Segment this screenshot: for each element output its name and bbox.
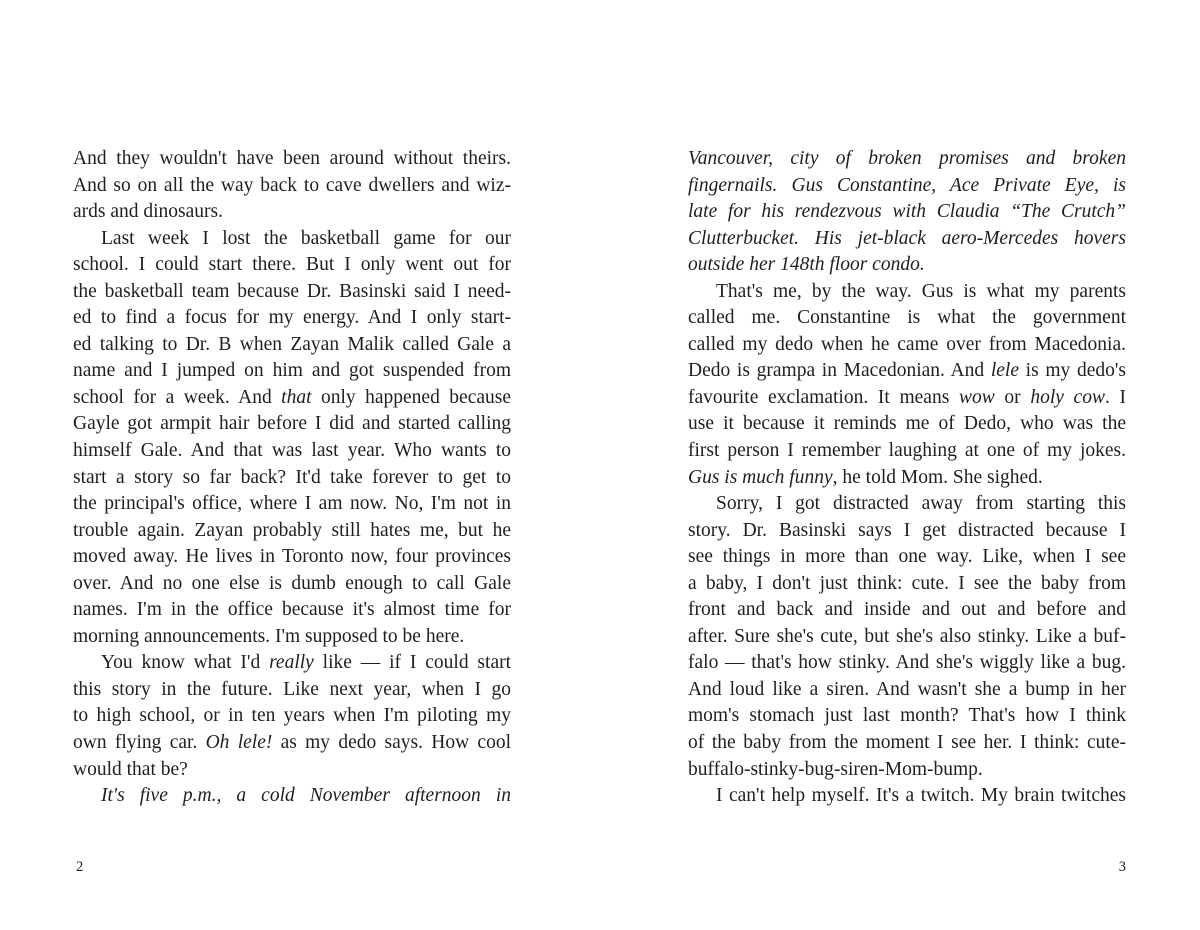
text-line: [688, 757, 1126, 784]
text-run: I can't help myself. It's a twitch. My brain twitches: [716, 785, 1126, 807]
text-run: ards and dinosaurs.: [73, 201, 224, 223]
text-line: [688, 252, 1126, 279]
italic-text-run: It's five p.m., a cold November afternoon in: [101, 785, 511, 807]
italic-text-run: holy cow: [1030, 386, 1105, 408]
right-page-number: 3: [1118, 859, 1126, 875]
text-run: falo — that's how stinky. And she's wiggly like a bug.: [688, 652, 1126, 674]
text-line: [688, 199, 1126, 226]
text-line: [73, 199, 511, 226]
text-run: Last week I lost the basketball game for our: [101, 227, 511, 249]
text-run: own flying car.: [73, 732, 206, 754]
italic-text-run: Oh lele!: [205, 732, 273, 754]
text-line: [73, 279, 511, 306]
text-run: You know what I'd: [101, 652, 270, 674]
text-run: . I: [1104, 386, 1126, 408]
text-run: And they wouldn't have been around without theirs.: [73, 148, 511, 169]
text-run: story. Dr. Basinski says I get distracted because I: [688, 519, 1126, 541]
text-run: called me. Constantine is what the government: [688, 307, 1126, 329]
text-line: [73, 677, 511, 704]
text-line: [73, 703, 511, 730]
text-line: [688, 650, 1126, 677]
italic-text-run: fingernails. Gus Constantine, Ace Private Eye, is: [688, 174, 1126, 196]
text-run: favourite exclamation. It means: [688, 386, 959, 408]
text-line: [73, 305, 511, 332]
text-run: like — if I could start: [313, 652, 511, 674]
text-run: And loud like a siren. And wasn't she a bump in her: [688, 678, 1126, 700]
text-line: [688, 571, 1126, 598]
text-run: or: [994, 386, 1031, 408]
italic-text-run: Vancouver, city of broken promises and broken: [688, 148, 1126, 169]
text-line: [73, 411, 511, 438]
italic-text-run: outside her 148th floor condo.: [688, 254, 925, 276]
text-line: [73, 173, 511, 200]
text-line: [73, 491, 511, 518]
right-page: [600, 0, 1200, 930]
text-line: [73, 624, 511, 651]
text-run: mom's stomach just last month? That's how I think: [688, 705, 1126, 727]
text-run: front and back and inside and out and before and: [688, 599, 1126, 621]
text-run: the basketball team because Dr. Basinski said I need-: [73, 280, 511, 302]
left-page-text-column: [73, 146, 511, 810]
text-line: [688, 358, 1126, 385]
text-run: after. Sure she's cute, but she's also stinky. Like a buf-: [688, 625, 1126, 647]
text-run: trouble again. Zayan probably still hates me, but he: [73, 519, 511, 541]
text-line: [73, 757, 511, 784]
left-page-number: 2: [76, 859, 84, 875]
text-run: himself Gale. And that was last year. Who wants to: [73, 440, 511, 462]
italic-text-run: Clutterbucket. His jet-black aero-Mercedes hovers: [688, 227, 1126, 249]
text-run: Gayle got armpit hair before I did and started calling: [73, 413, 511, 435]
text-run: is my dedo's: [1018, 360, 1126, 382]
text-run: Dedo is grampa in Macedonian. And: [688, 360, 991, 382]
text-line: [73, 518, 511, 545]
text-line: [73, 332, 511, 359]
text-run: use it because it reminds me of Dedo, who was the: [688, 413, 1126, 435]
text-line: [688, 226, 1126, 253]
text-line: [688, 783, 1126, 810]
text-run: ed to find a focus for my energy. And I only start-: [73, 307, 511, 329]
text-line: [73, 252, 511, 279]
text-line: [73, 544, 511, 571]
text-run: morning announcements. I'm supposed to be here.: [73, 625, 465, 647]
text-run: start a story so far back? It'd take forever to get to: [73, 466, 511, 488]
text-run: Sorry, I got distracted away from starting this: [716, 493, 1126, 515]
text-line: [73, 650, 511, 677]
text-line: [688, 305, 1126, 332]
text-run: ed talking to Dr. B when Zayan Malik called Gale a: [73, 333, 511, 355]
text-line: [688, 146, 1126, 173]
text-run: school for a week. And: [73, 386, 282, 408]
text-line: [73, 226, 511, 253]
text-line: [73, 597, 511, 624]
text-line: [688, 677, 1126, 704]
text-line: [73, 438, 511, 465]
right-page-text-column: [688, 146, 1126, 810]
text-line: [73, 783, 511, 810]
text-line: [688, 624, 1126, 651]
text-run: to high school, or in ten years when I'm piloting my: [73, 705, 511, 727]
text-run: as my dedo says. How cool: [272, 732, 511, 754]
text-line: [73, 385, 511, 412]
text-line: [688, 518, 1126, 545]
italic-text-run: lele: [990, 360, 1019, 382]
text-run: And so on all the way back to cave dwellers and wiz-: [73, 174, 511, 196]
text-line: [688, 544, 1126, 571]
text-run: see things in more than one way. Like, when I see: [688, 546, 1126, 568]
italic-text-run: really: [269, 652, 314, 674]
text-line: [73, 358, 511, 385]
text-run: names. I'm in the office because it's almost time for: [73, 599, 511, 621]
text-run: a baby, I don't just think: cute. I see the baby from: [688, 572, 1126, 594]
text-line: [688, 491, 1126, 518]
text-run: of the baby from the moment I see her. I think: cute-: [688, 732, 1126, 754]
text-line: [688, 703, 1126, 730]
italic-text-run: that: [281, 386, 312, 408]
text-line: [688, 597, 1126, 624]
text-line: [73, 465, 511, 492]
text-line: [688, 332, 1126, 359]
text-run: only happened because: [311, 386, 511, 408]
text-line: [688, 279, 1126, 306]
text-run: That's me, by the way. Gus is what my parents: [716, 280, 1126, 302]
text-run: school. I could start there. But I only went out for: [73, 254, 511, 276]
text-run: this story in the future. Like next year, when I go: [73, 678, 511, 700]
italic-text-run: Gus is much funny: [688, 466, 833, 488]
text-run: buffalo-stinky-bug-siren-Mom-bump.: [688, 758, 983, 780]
text-line: [688, 411, 1126, 438]
text-line: [688, 438, 1126, 465]
text-line: [73, 571, 511, 598]
text-run: called my dedo when he came over from Macedonia.: [688, 333, 1126, 355]
text-run: name and I jumped on him and got suspended from: [73, 360, 511, 382]
text-line: [688, 465, 1126, 492]
text-run: the principal's office, where I am now. No, I'm not in: [73, 493, 511, 515]
text-line: [688, 385, 1126, 412]
text-line: [73, 146, 511, 173]
text-run: first person I remember laughing at one of my jokes.: [688, 440, 1126, 462]
text-run: would that be?: [73, 758, 188, 780]
italic-text-run: wow: [958, 386, 995, 408]
text-run: , he told Mom. She sighed.: [832, 466, 1043, 488]
text-run: over. And no one else is dumb enough to call Gale: [73, 572, 511, 594]
text-line: [73, 730, 511, 757]
italic-text-run: late for his rendezvous with Claudia “The Crutch”: [688, 201, 1126, 223]
text-line: [688, 173, 1126, 200]
text-line: [688, 730, 1126, 757]
text-run: moved away. He lives in Toronto now, four provinces: [73, 546, 511, 568]
